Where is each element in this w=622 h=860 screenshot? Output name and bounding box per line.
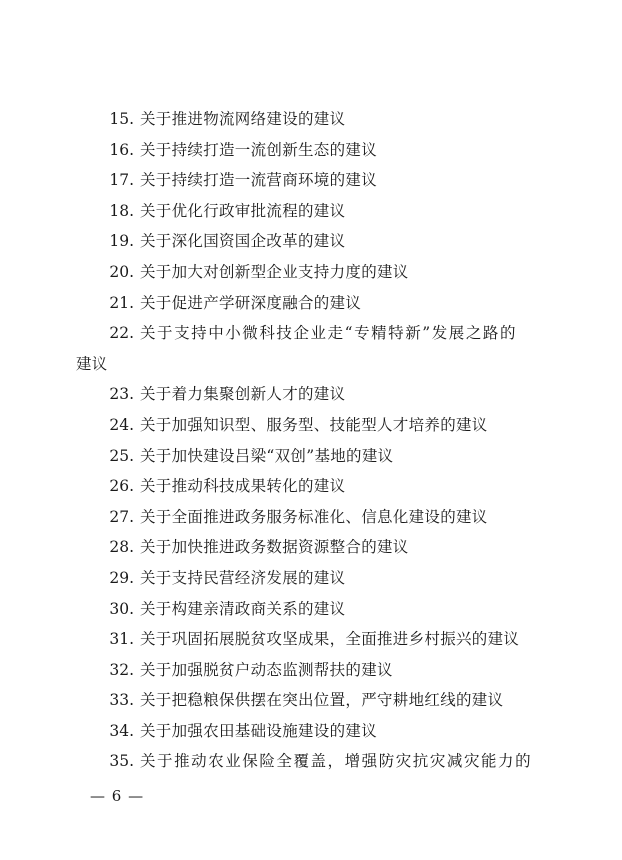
item-number: 29. [109,568,134,587]
item-number: 33. [109,691,134,710]
list-item [76,532,544,563]
item-text: 关于着力集聚创新人才的建议 [140,385,346,404]
item-number: 17. [109,171,134,190]
item-text: 关于持续打造一流创新生态的建议 [140,140,378,159]
item-text: 关于把稳粮保供摆在突出位置，严守耕地红线的建议 [140,691,504,710]
item-number: 32. [109,660,134,679]
item-text: 关于加大对创新型企业支持力度的建议 [140,262,409,281]
proposal-list [76,104,544,777]
item-text: 关于构建亲清政商关系的建议 [140,599,346,618]
page-number: — 6 — [90,787,145,805]
item-text: 关于全面推进政务服务标准化、信息化建设的建议 [140,507,488,526]
list-item [76,318,544,379]
list-item [76,441,544,472]
list-item [76,624,544,655]
item-text: 关于持续打造一流营商环境的建议 [140,171,378,190]
list-item [76,410,544,441]
list-item [76,471,544,502]
list-item [76,257,544,288]
list-item [76,104,544,135]
item-number: 34. [109,721,134,740]
item-text: 关于推动科技成果转化的建议 [140,477,346,496]
item-number: 31. [109,630,134,649]
item-number: 24. [109,415,134,434]
list-item [76,716,544,747]
item-number: 15. [109,110,134,128]
list-item [76,288,544,319]
list-item [76,563,544,594]
item-text: 关于支持中小微科技企业走“专精特新”发展之路的 [140,324,517,343]
item-number: 28. [109,538,134,557]
list-item [76,746,544,777]
item-text: 关于加强知识型、服务型、技能型人才培养的建议 [140,415,488,434]
list-item [76,379,544,410]
list-item [76,196,544,227]
item-text: 关于促进产学研深度融合的建议 [140,293,362,312]
item-number: 19. [109,232,134,251]
item-text: 关于加强农田基础设施建设的建议 [140,721,378,740]
item-number: 26. [109,477,134,496]
item-number: 23. [109,385,134,404]
list-item [76,165,544,196]
item-number: 18. [109,201,134,220]
item-text-continuation: 建议 [76,354,108,373]
item-number: 21. [109,293,134,312]
list-item [76,226,544,257]
item-number: 35. [109,752,134,771]
item-text: 关于加快推进政务数据资源整合的建议 [140,538,409,557]
list-item [76,594,544,625]
item-text: 关于优化行政审批流程的建议 [140,201,346,220]
item-number: 25. [109,446,134,465]
item-text: 关于加快建设吕梁“双创”基地的建议 [140,446,394,465]
item-text: 关于深化国资国企改革的建议 [140,232,346,251]
item-text: 关于支持民营经济发展的建议 [140,568,346,587]
item-text: 关于推动农业保险全覆盖，增强防灾抗灾减灾能力的 [140,752,533,771]
item-number: 20. [109,262,134,281]
item-text: 关于推进物流网络建设的建议 [140,110,346,128]
item-number: 27. [109,507,134,526]
item-text: 关于加强脱贫户动态监测帮扶的建议 [140,660,393,679]
item-number: 16. [109,140,134,159]
list-item [76,655,544,686]
item-number: 22. [109,324,134,343]
list-item [76,135,544,166]
item-text: 关于巩固拓展脱贫攻坚成果，全面推进乡村振兴的建议 [140,630,520,649]
list-item [76,685,544,716]
item-number: 30. [109,599,134,618]
list-item [76,502,544,533]
